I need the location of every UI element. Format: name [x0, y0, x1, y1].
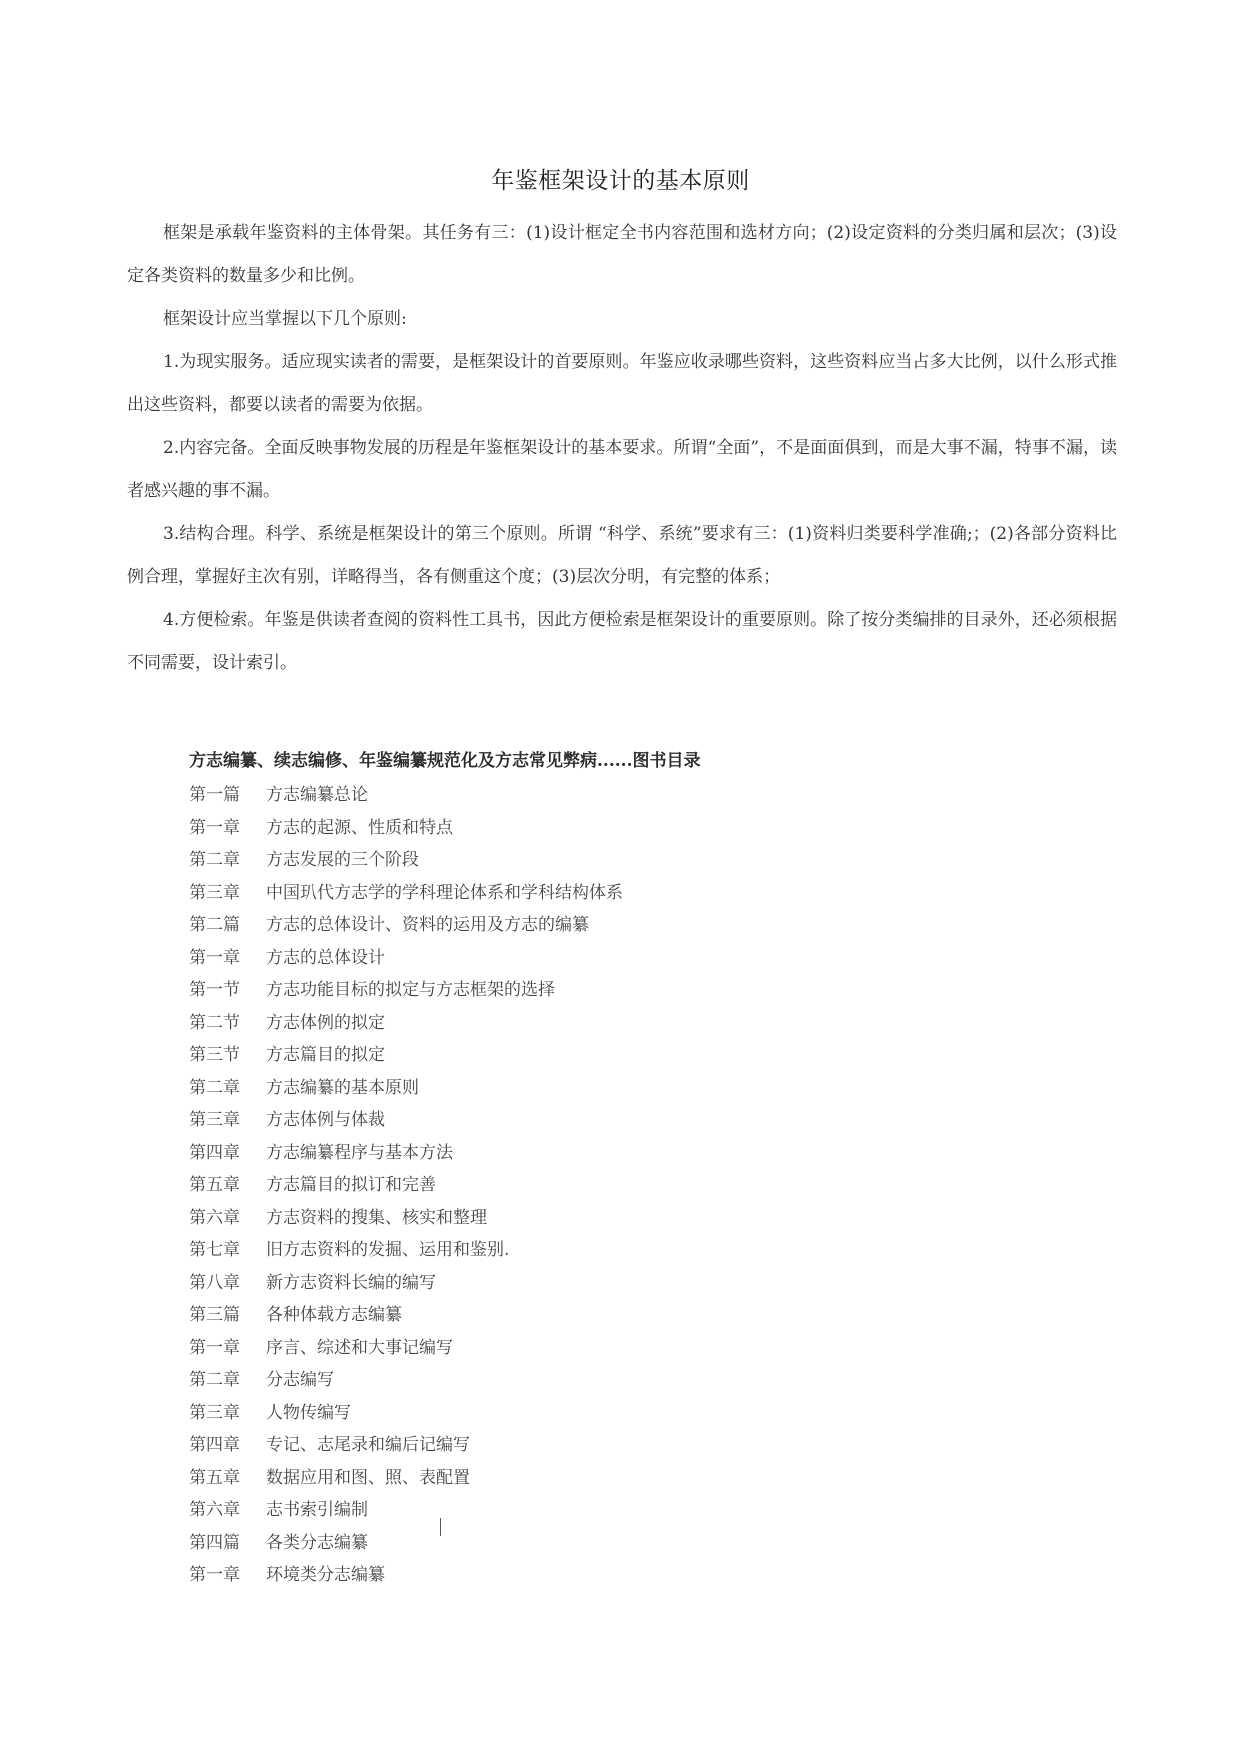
- toc-entry-title: 方志编纂总论: [266, 785, 368, 805]
- toc-entry-number: 第五章: [189, 1467, 240, 1488]
- toc-entry-title: 人物传编写: [266, 1402, 351, 1423]
- paragraph-principle-4: 4.方便检索。年鉴是供读者查阅的资料性工具书，因此方便检索是框架设计的重要原则。除了按分类编排的目录外，还必须根据不同需要，设计索引。: [127, 610, 1117, 673]
- toc-entry-title: 专记、志尾录和编后记编写: [266, 1435, 470, 1455]
- toc-entry-number: 第一章: [189, 1337, 240, 1358]
- paragraph-intro: 框架是承载年鉴资料的主体骨架。其任务有三：(1)设计框定全书内容范围和选材方向；(2)设定资料的分类归属和层次；(3)设定各类资料的数量多少和比例。: [127, 223, 1117, 286]
- article-body: [127, 212, 1117, 685]
- text-cursor-mark: [440, 1518, 441, 1536]
- toc-entry: [189, 942, 1089, 975]
- toc-entry-title: 方志篇目的拟定: [266, 1045, 385, 1065]
- paragraph-principle-3: 3.结构合理。科学、系统是框架设计的第三个原则。所谓 “科学、系统”要求有三：(1)资料归类要科学准确;；(2)各部分资料比例合理，掌握好主次有别，详略得当，各有侧重这个度；(3)层次分明，有完整的体系；: [127, 524, 1117, 587]
- toc-entry-title: 方志的总体设计、资料的运用及方志的编纂: [266, 915, 589, 935]
- toc-entry: [189, 1494, 1089, 1527]
- toc-entry-number: 第三节: [189, 1045, 240, 1065]
- toc-entry-title: 中国玐代方志学的学科理论体系和学科结构体系: [266, 882, 623, 903]
- toc-heading: 方志编纂、续志编修、年鉴编纂规范化及方志常见弊病......图书目录: [189, 751, 701, 771]
- toc-entry-number: 第二篇: [189, 915, 240, 935]
- toc-entry: [189, 1462, 1089, 1495]
- toc-entry: [189, 1559, 1089, 1592]
- toc-entry-number: 第四章: [189, 1142, 240, 1163]
- toc-entry: [189, 974, 1089, 1007]
- toc-entry-number: 第二章: [189, 850, 240, 870]
- toc-entry-title: 方志发展的三个阶段: [266, 850, 419, 870]
- toc-entry-title: 方志的总体设计: [266, 947, 385, 968]
- toc-entry-title: 方志编纂的基本原则: [266, 1077, 419, 1098]
- toc-entry: [189, 844, 1089, 877]
- toc-entry: [189, 1137, 1089, 1170]
- toc-entry: [189, 1299, 1089, 1332]
- toc-entry-title: 方志体例的拟定: [266, 1012, 385, 1033]
- toc-entry-number: 第七章: [189, 1240, 240, 1260]
- toc-entry-number: 第一章: [189, 817, 240, 838]
- toc-entry-number: 第四篇: [189, 1532, 240, 1553]
- paragraph-principle-2: 2.内容完备。全面反映事物发展的历程是年鉴框架设计的基本要求。所谓“全面”，不是面面俱到，而是大事不漏，特事不漏，读者感兴趣的事不漏。: [127, 438, 1117, 501]
- toc-entry-number: 第一篇: [189, 785, 240, 805]
- toc-entry-title: 旧方志资料的发掘、运用和鉴别.: [266, 1240, 510, 1260]
- toc-entry: [189, 779, 1089, 812]
- toc-entry-title: 方志体例与体裁: [266, 1110, 385, 1130]
- toc-list: [189, 779, 1089, 1592]
- toc-entry-number: 第三章: [189, 882, 240, 903]
- toc-entry-title: 新方志资料长编的编写: [266, 1272, 436, 1293]
- toc-entry: [189, 1332, 1089, 1365]
- toc-entry-title: 各类分志编纂: [266, 1532, 368, 1553]
- toc-entry-number: 第六章: [189, 1207, 240, 1228]
- paragraph-principles-lead: 框架设计应当掌握以下几个原则:: [163, 309, 407, 329]
- toc-entry-number: 第三篇: [189, 1305, 240, 1325]
- toc-entry: [189, 1267, 1089, 1300]
- toc-entry-number: 第二章: [189, 1370, 240, 1390]
- toc-entry-title: 方志的起源、性质和特点: [266, 817, 453, 838]
- toc-entry: [189, 877, 1089, 910]
- toc-entry-number: 第四章: [189, 1435, 240, 1455]
- toc-entry: [189, 1364, 1089, 1397]
- toc-entry: [189, 1527, 1089, 1560]
- toc-entry-number: 第五章: [189, 1175, 240, 1195]
- toc-entry: [189, 1007, 1089, 1040]
- toc-entry-title: 方志篇目的拟订和完善: [266, 1175, 436, 1195]
- toc-entry: [189, 1202, 1089, 1235]
- table-of-contents: [189, 746, 1089, 1592]
- toc-entry: [189, 1397, 1089, 1430]
- toc-entry: [189, 1072, 1089, 1105]
- toc-entry-number: 第一章: [189, 1565, 240, 1585]
- toc-entry-number: 第六章: [189, 1500, 240, 1520]
- toc-entry-title: 分志编写: [266, 1370, 334, 1390]
- toc-entry: [189, 1104, 1089, 1137]
- paragraph-principle-1: 1.为现实服务。适应现实读者的需要，是框架设计的首要原则。年鉴应收录哪些资料，这些资料应当占多大比例，以什么形式推出这些资料，都要以读者的需要为依据。: [127, 352, 1117, 415]
- toc-entry: [189, 1039, 1089, 1072]
- toc-entry-title: 志书索引编制: [266, 1500, 368, 1520]
- toc-entry-number: 第三章: [189, 1110, 240, 1130]
- toc-entry-title: 方志资料的搜集、核实和整理: [266, 1207, 487, 1228]
- toc-entry: [189, 1429, 1089, 1462]
- toc-entry-number: 第二章: [189, 1077, 240, 1098]
- toc-entry-title: 方志编纂程序与基本方法: [266, 1142, 453, 1163]
- toc-entry: [189, 1169, 1089, 1202]
- toc-entry: [189, 1234, 1089, 1267]
- toc-entry-title: 环境类分志编纂: [266, 1565, 385, 1585]
- toc-entry: [189, 812, 1089, 845]
- document-title: 年鉴框架设计的基本原则: [491, 168, 750, 194]
- toc-entry-number: 第三章: [189, 1402, 240, 1423]
- toc-entry-number: 第一章: [189, 947, 240, 968]
- toc-entry-title: 各种体载方志编纂: [266, 1305, 402, 1325]
- toc-entry-number: 第一节: [189, 980, 240, 1000]
- toc-entry-title: 数据应用和图、照、表配置: [266, 1467, 470, 1488]
- toc-entry-title: 序言、综述和大事记编写: [266, 1337, 453, 1358]
- toc-entry-number: 第二节: [189, 1012, 240, 1033]
- toc-entry: [189, 909, 1089, 942]
- toc-entry-title: 方志功能目标的拟定与方志框架的选择: [266, 980, 555, 1000]
- toc-entry-number: 第八章: [189, 1272, 240, 1293]
